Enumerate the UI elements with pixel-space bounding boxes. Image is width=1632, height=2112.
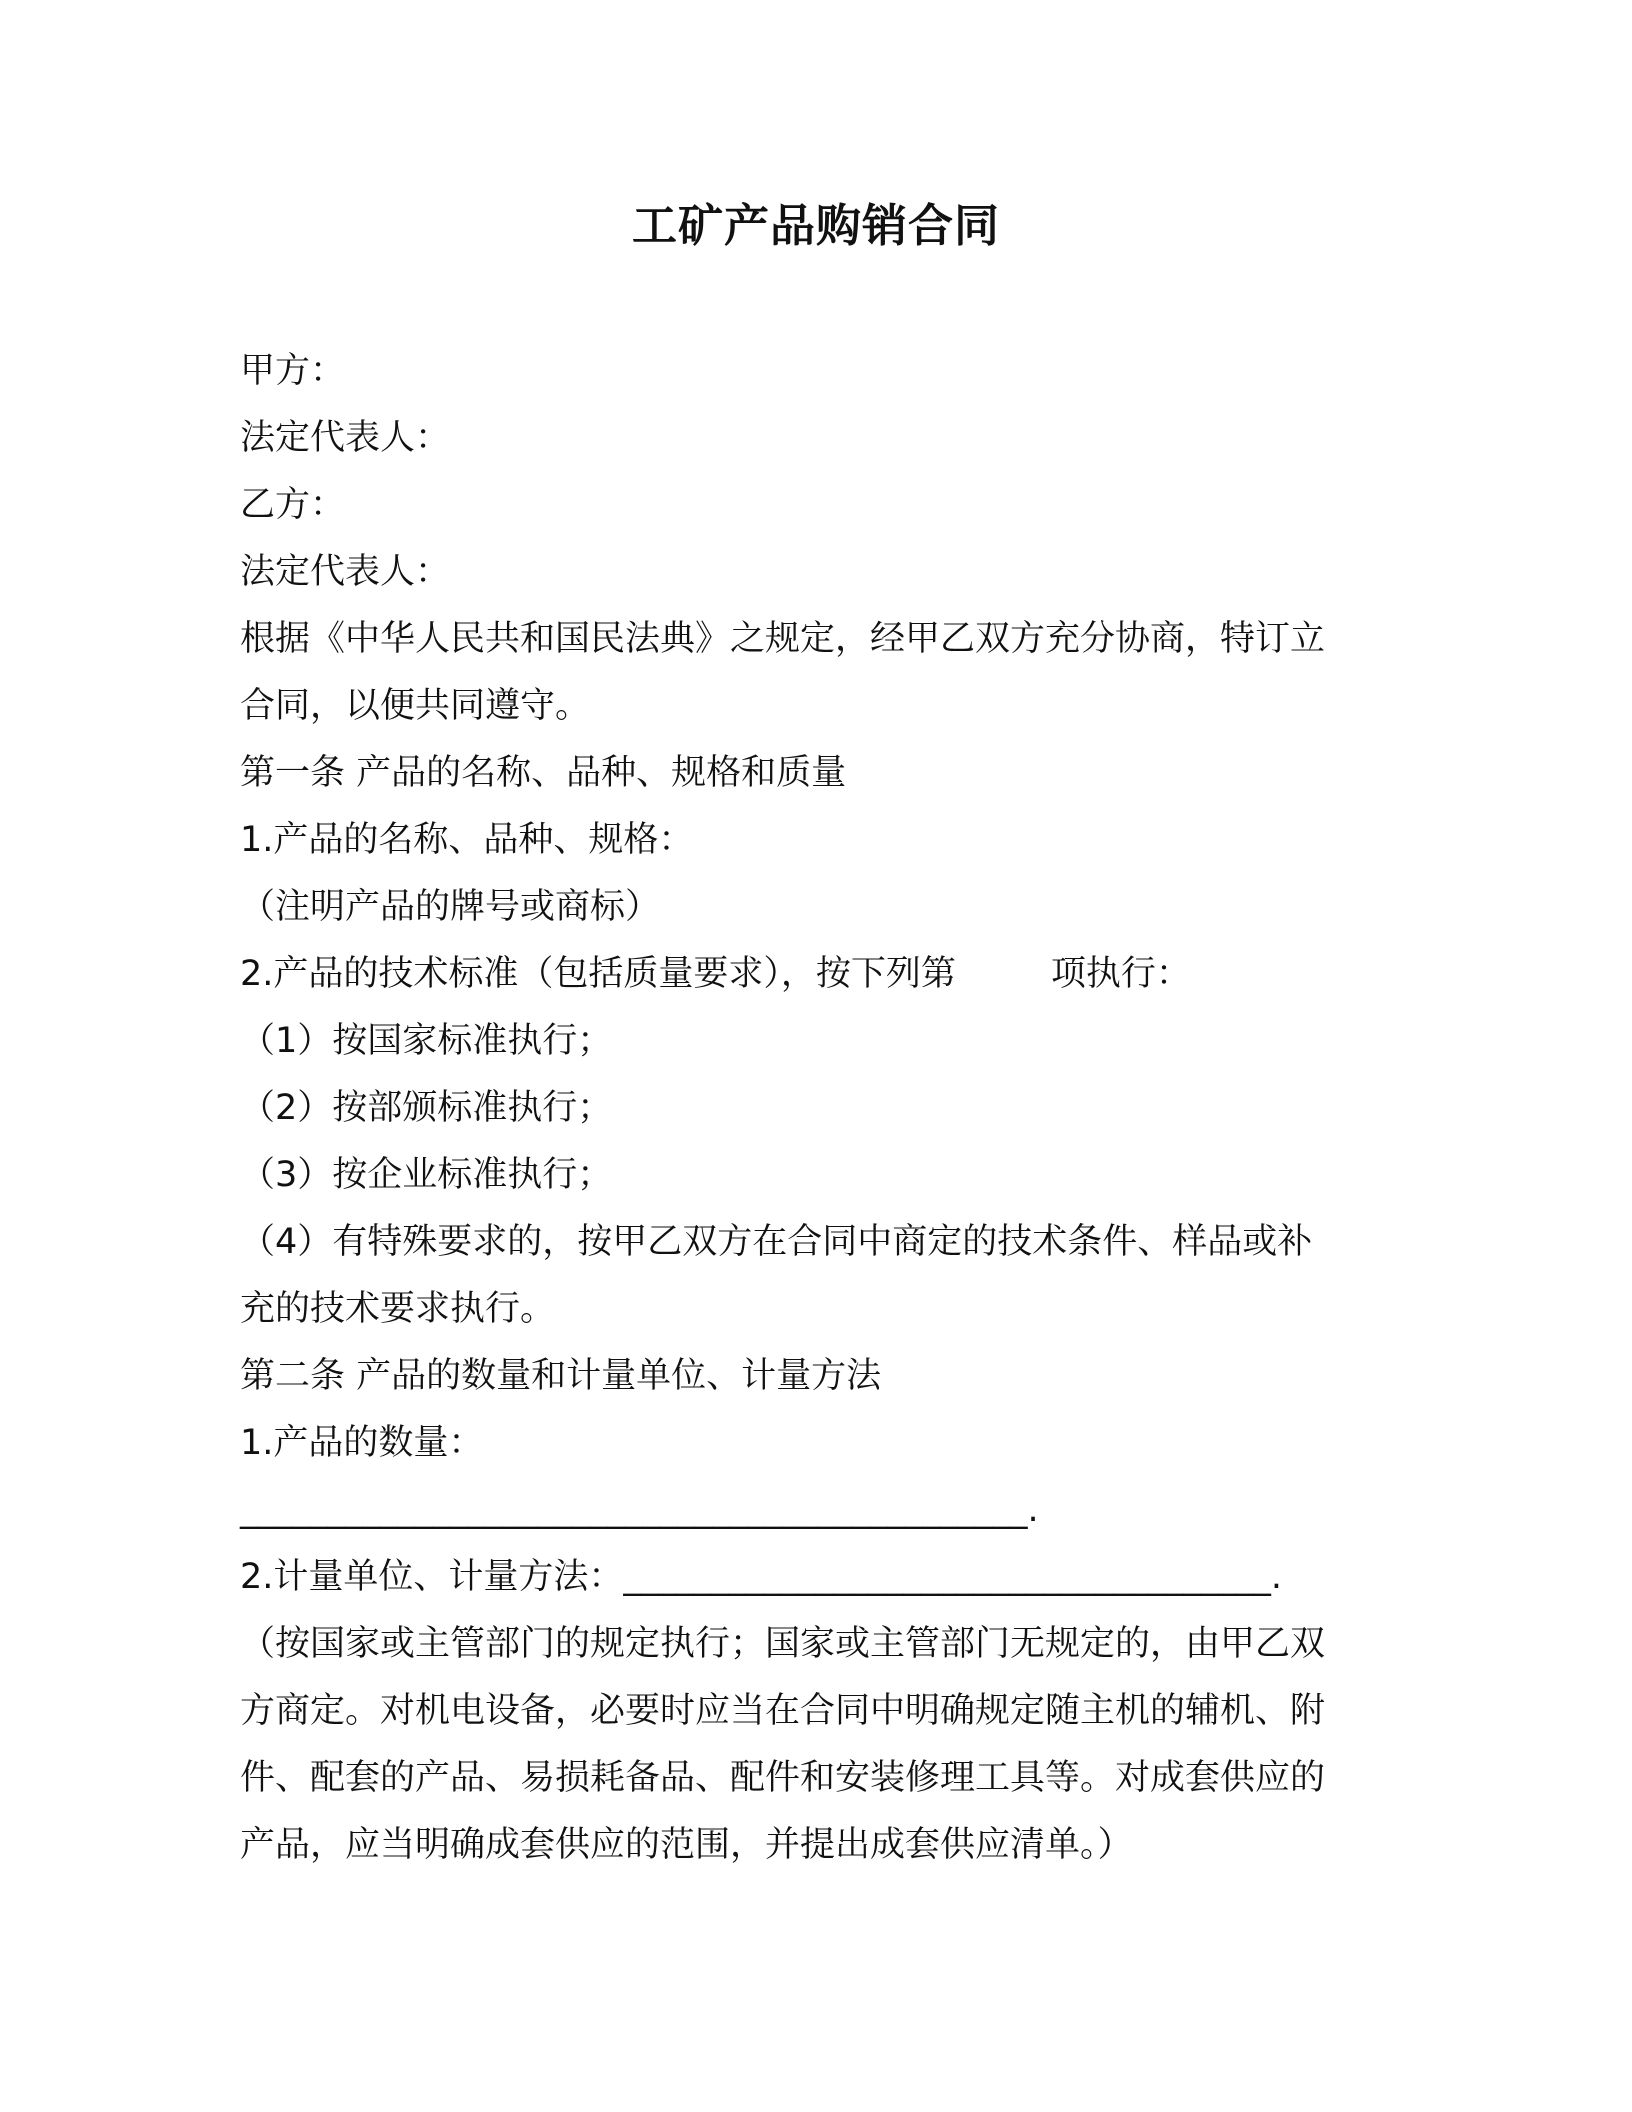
article-1-heading: 第一条 产品的名称、品种、规格和质量 [240,753,847,793]
article-1-item-2 [240,941,1400,1008]
standard-option-4-line-2: 充的技术要求执行。 [240,1289,556,1329]
standard-option-3: （3）按企业标准执行； [240,1155,613,1195]
article-2-item-1: 1.产品的数量： [240,1423,484,1463]
article-2-note-line-4: 产品，应当明确成套供应的范围，并提出成套供应清单。） [240,1825,1133,1865]
standard-option-1: （1）按国家标准执行； [240,1021,613,1061]
article-2-item-2: 2.计量单位、计量方法：_____________________________________. [240,1557,1283,1597]
party-b-representative-label: 法定代表人： [240,552,451,592]
article-2-note-line-2: 方商定。对机电设备，必要时应当在合同中明确规定随主机的辅机、附 [240,1691,1326,1731]
article-1-item-2-text: 2.产品的技术标准（包括质量要求），按下列第 [240,954,956,994]
article-2-note-line-3: 件、配套的产品、易损耗备品、配件和安装修理工具等。对成套供应的 [240,1758,1326,1798]
article-1-item-1-note: （注明产品的牌号或商标） [240,887,661,927]
preamble-line-1: 根据《中华人民共和国民法典》之规定，经甲乙双方充分协商，特订立 [240,619,1326,659]
preamble-line-2: 合同，以便共同遵守。 [240,686,591,726]
article-1-item-1: 1.产品的名称、品种、规格： [240,820,694,860]
party-a-label: 甲方： [240,351,346,391]
article-2-heading: 第二条 产品的数量和计量单位、计量方法 [240,1356,882,1396]
document-body [240,338,1400,1879]
document-title: 工矿产品购销合同 [631,199,1000,252]
standard-option-2: （2）按部颁标准执行； [240,1088,613,1128]
party-b-label: 乙方： [240,485,346,525]
standard-option-4-line-1: （4）有特殊要求的，按甲乙双方在合同中商定的技术条件、样品或补 [240,1222,1313,1262]
party-a-representative-label: 法定代表人： [240,418,451,458]
article-2-note-line-1: （按国家或主管部门的规定执行；国家或主管部门无规定的，由甲乙双 [240,1624,1326,1664]
article-1-item-2-tail: 项执行： [1050,954,1191,994]
quantity-blank-line: _____________________________________________. [240,1490,1039,1530]
